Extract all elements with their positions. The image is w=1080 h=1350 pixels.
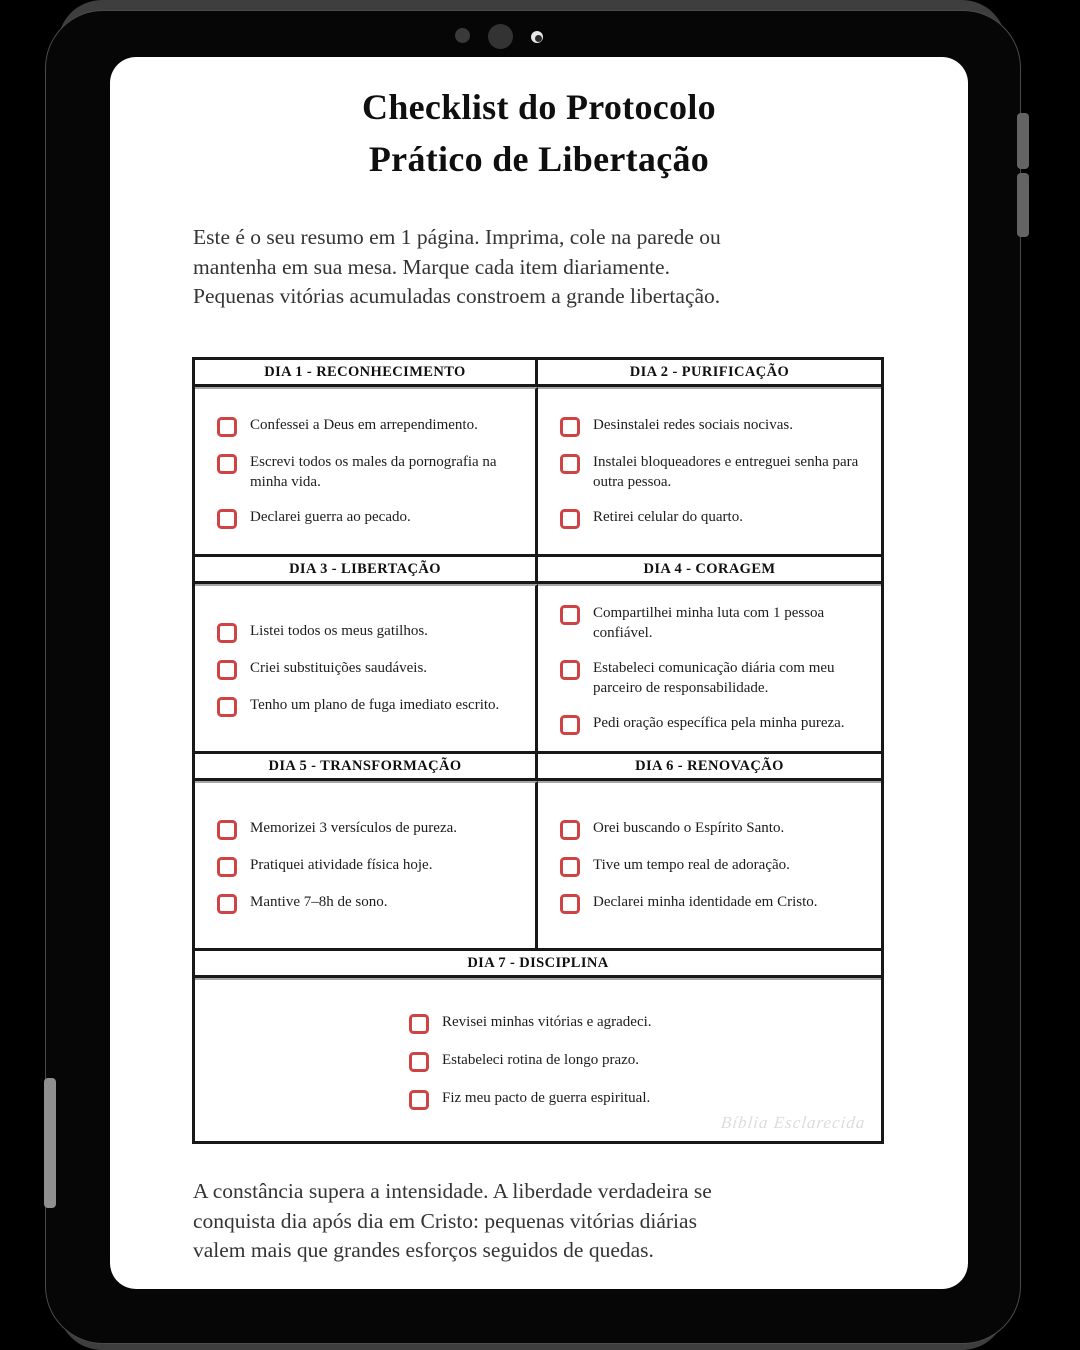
checkbox[interactable] [560,660,580,680]
checkbox[interactable] [217,454,237,474]
checkbox[interactable] [560,454,580,474]
checklist-item-label: Declarei guerra ao pecado. [250,508,411,525]
checklist-item [217,415,525,437]
checklist-item-label: Confessei a Deus em arrependimento. [250,416,478,433]
checklist-item-label: Revisei minhas vitórias e agradeci. [442,1013,652,1030]
checklist-item [560,713,871,735]
checklist-item [217,658,525,680]
checkbox[interactable] [560,820,580,840]
checklist-item [560,892,871,914]
checklist-item [560,603,871,643]
checkbox[interactable] [217,417,237,437]
checklist-item-label: Estabeleci comunicação diária com meu parceiro de responsabilidade. [593,659,835,696]
checklist-item [560,415,871,437]
checklist-item [560,818,871,840]
checkbox[interactable] [409,1014,429,1034]
ambient-sensor-icon [455,28,470,43]
section-header-dia4: DIA 4 - CORAGEM [538,554,881,584]
checklist-item-label: Tive um tempo real de adoração. [593,856,790,873]
volume-down-button [1017,173,1029,237]
section-cell-dia2 [538,387,881,554]
checkbox[interactable] [217,857,237,877]
checklist-item [217,818,525,840]
section-cell-dia4 [538,584,881,751]
checklist-item-label: Instalei bloqueadores e entreguei senha para outra pessoa. [593,453,859,490]
checklist-item-label: Mantive 7–8h de sono. [250,893,388,910]
checklist-item [560,658,871,698]
intro-paragraph [193,223,905,312]
checkbox[interactable] [217,623,237,643]
checklist-item-label: Criei substituições saudáveis. [250,659,428,676]
section-cell-dia6 [538,781,881,948]
checklist-item-label: Listei todos os meus gatilhos. [250,622,428,639]
checklist-item [560,452,871,492]
checklist-item-label: Pratiquei atividade física hoje. [250,856,433,873]
checklist-item [217,507,525,529]
intro-line: Este é o seu resumo em 1 página. Imprima, cole na parede ou [193,225,721,249]
section-header-dia5: DIA 5 - TRANSFORMAÇÃO [195,751,538,781]
checkbox[interactable] [409,1052,429,1072]
checkbox[interactable] [560,894,580,914]
checklist-item [217,855,525,877]
checkbox[interactable] [217,820,237,840]
brand-watermark: Bíblia Esclarecida [719,1113,867,1132]
checklist-item [217,452,525,492]
front-camera-icon [488,24,513,49]
checklist-item [217,621,525,643]
intro-line: Pequenas vitórias acumuladas constroem a grande libertação. [193,284,721,308]
checklist-table [192,357,884,1144]
checklist-item [217,695,525,717]
page-title [110,81,968,185]
closing-line: A constância supera a intensidade. A liberdade verdadeira se [193,1179,712,1203]
checkbox[interactable] [560,715,580,735]
checklist-item [560,507,871,529]
checkbox[interactable] [217,894,237,914]
checklist-item-label: Compartilhei minha luta com 1 pessoa confiável. [593,604,825,641]
checklist-item [409,1012,871,1034]
checklist-item [409,1088,871,1110]
section-header-dia7: DIA 7 - DISCIPLINA [195,948,881,978]
section-header-dia2: DIA 2 - PURIFICAÇÃO [538,360,881,387]
closing-line: conquista dia após dia em Cristo: pequenas vitórias diárias [193,1208,697,1233]
section-cell-dia5 [195,781,538,948]
section-cell-dia3 [195,584,538,751]
section-header-dia1: DIA 1 - RECONHECIMENTO [195,360,538,387]
section-header-dia3: DIA 3 - LIBERTAÇÃO [195,554,538,584]
closing-line: valem mais que grandes esforços seguidos de quedas. [193,1238,654,1262]
section-cell-dia7 [195,978,881,1141]
checkbox[interactable] [217,509,237,529]
checklist-item-label: Pedi oração específica pela minha pureza. [593,714,845,731]
intro-line: mantenha em sua mesa. Marque cada item diariamente. [193,254,670,279]
section-cell-dia1 [195,387,538,554]
side-button [44,1078,56,1208]
checkbox[interactable] [217,697,237,717]
checklist-item [217,892,525,914]
volume-up-button [1017,113,1029,169]
checklist-item-label: Tenho um plano de fuga imediato escrito. [250,696,500,713]
checklist-item-label: Escrevi todos os males da pornografia na minha vida. [250,453,497,490]
checklist-item [560,855,871,877]
page-title-line2: Prático de Libertação [368,139,710,179]
checkbox[interactable] [560,857,580,877]
section-header-dia6: DIA 6 - RENOVAÇÃO [538,751,881,781]
checkbox[interactable] [409,1090,429,1110]
checklist-item-label: Declarei minha identidade em Cristo. [593,893,818,910]
tablet-screen [110,57,968,1289]
checklist-item-label: Estabeleci rotina de longo prazo. [442,1051,640,1068]
checklist-item [409,1050,871,1072]
page-title-line1: Checklist do Protocolo [362,87,716,127]
checklist-item-label: Desinstalei redes sociais nocivas. [593,416,793,433]
closing-paragraph [193,1177,905,1266]
checklist-item-label: Orei buscando o Espírito Santo. [593,819,785,836]
checkbox[interactable] [217,660,237,680]
checklist-item-label: Retirei celular do quarto. [593,508,743,525]
camera-indicator-icon [531,31,543,43]
checklist-item-label: Fiz meu pacto de guerra espiritual. [442,1089,651,1106]
checkbox[interactable] [560,509,580,529]
checklist-item-label: Memorizei 3 versículos de pureza. [250,819,458,836]
checkbox[interactable] [560,417,580,437]
checkbox[interactable] [560,605,580,625]
